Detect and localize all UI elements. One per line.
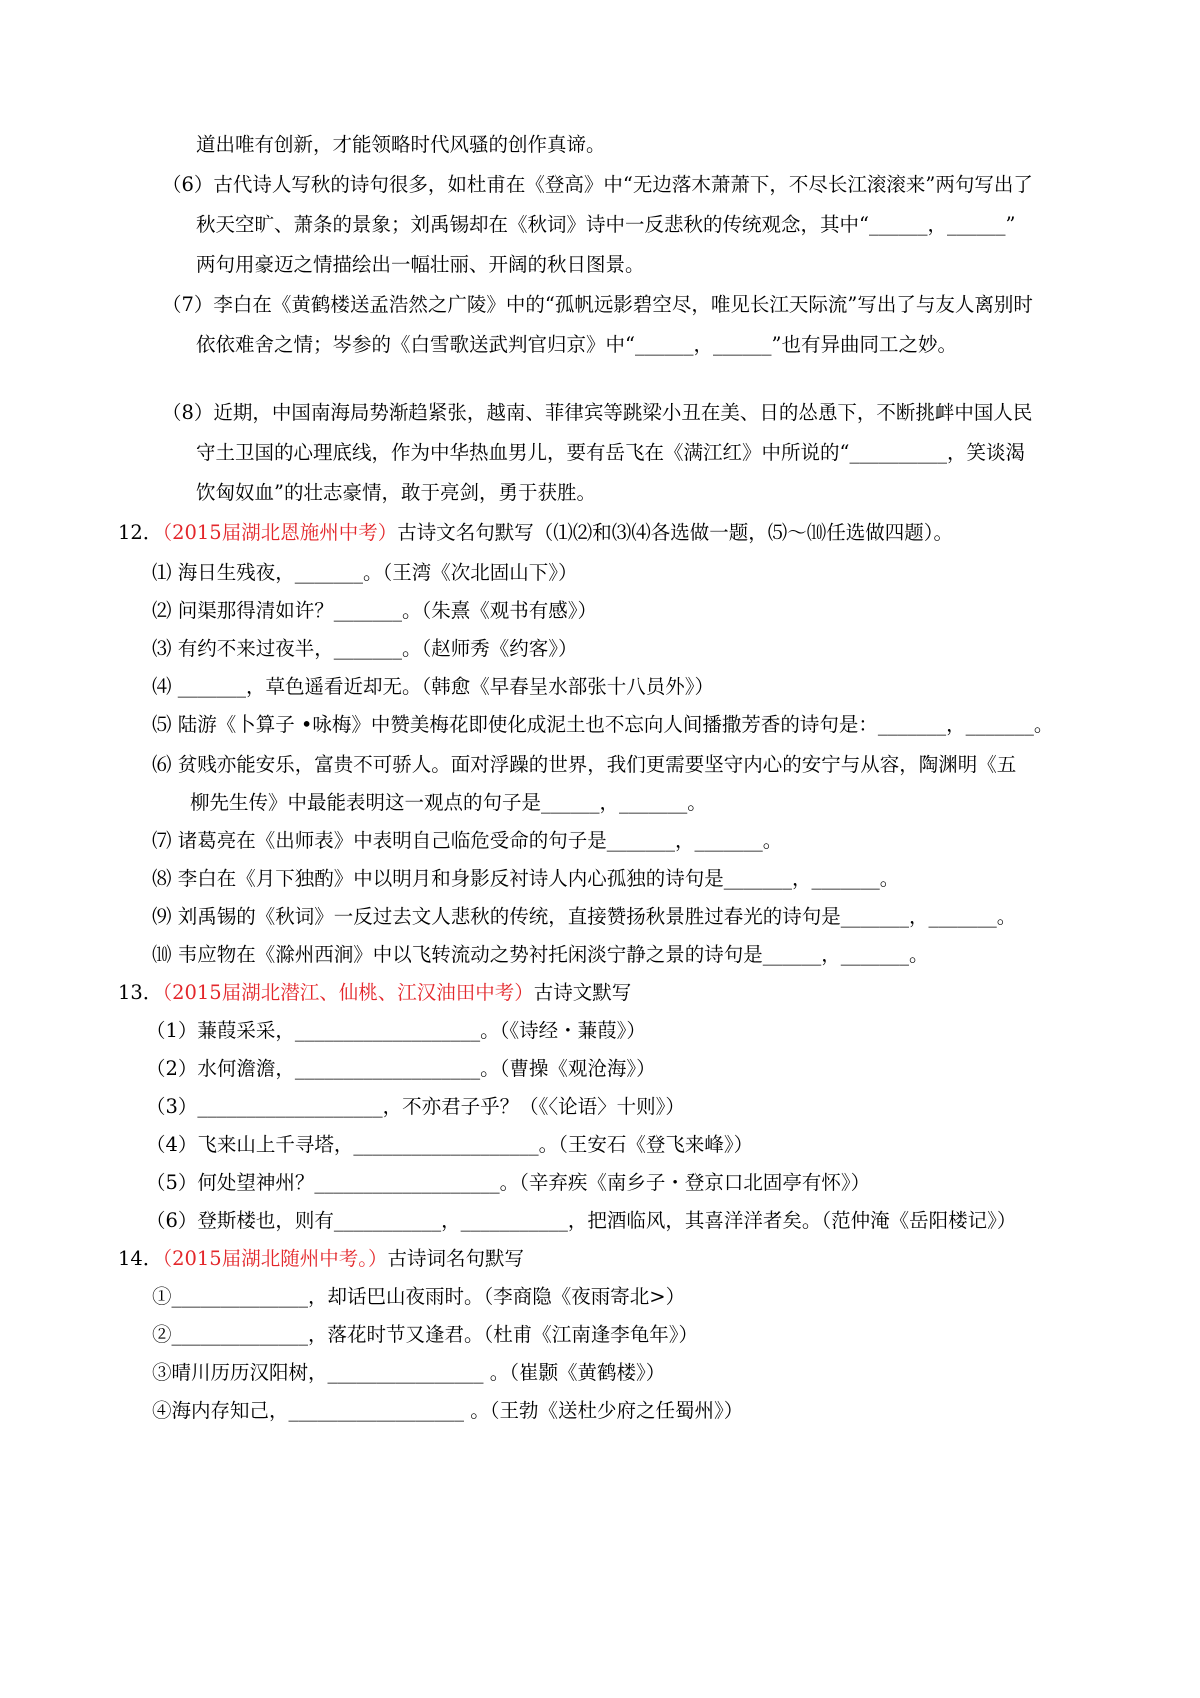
- section-12-item-6-cont: 柳先生传》中最能表明这一观点的句子是______，_______。: [190, 791, 707, 814]
- section-12-heading: [118, 520, 953, 546]
- section-12-item-4: ⑷ _______，草色遥看近却无。（韩愈《早春呈水部张十八员外》）: [152, 675, 714, 698]
- section-14-item-3: ③晴川历历汉阳树，________________ 。（崔颢《黄鹤楼》）: [152, 1361, 666, 1384]
- section-12-item-9: ⑼ 刘禹锡的《秋词》一反过去文人悲秋的传统，直接赞扬秋景胜过春光的诗句是_______，_______。: [152, 905, 1017, 928]
- question-6-line-1: （6）古代诗人写秋的诗句很多，如杜甫在《登高》中“无边落木萧萧下，不尽长江滚滚来”两句写出了: [162, 173, 1033, 196]
- section-12-item-7: ⑺ 诸葛亮在《出师表》中表明自己临危受命的句子是_______，_______。: [152, 829, 783, 852]
- section-13-item-2: （2）水何澹澹，___________________。（曹操《观沧海》）: [146, 1057, 656, 1080]
- question-8-line-2: 守土卫国的心理底线，作为中华热血男儿，要有岳飞在《满江红》中所说的“__________，笑谈渴: [196, 441, 1025, 464]
- question-6-line-3: 两句用豪迈之情描绘出一幅壮丽、开阔的秋日图景。: [196, 253, 645, 276]
- intro-line: 道出唯有创新，才能领略时代风骚的创作真谛。: [196, 133, 606, 156]
- section-14-heading: [118, 1246, 524, 1272]
- section-14-item-2: ②______________，落花时节又逢君。（杜甫《江南逢李龟年》）: [152, 1323, 699, 1346]
- section-14-source: （2015届湖北随州中考。）: [162, 1247, 388, 1270]
- section-14-title: 古诗词名句默写: [387, 1247, 524, 1270]
- question-8-line-1: （8）近期，中国南海局势渐趋紧张，越南、菲律宾等跳梁小丑在美、日的怂恿下，不断挑衅中国人民: [162, 401, 1033, 424]
- question-7-line-1: （7）李白在《黄鹤楼送孟浩然之广陵》中的“孤帆远影碧空尽，唯见长江天际流”写出了与友人离别时: [162, 293, 1033, 316]
- question-8-line-3: 饮匈奴血”的壮志豪情，敢于亮剑，勇于获胜。: [196, 481, 596, 504]
- section-12-item-8: ⑻ 李白在《月下独酌》中以明月和身影反衬诗人内心孤独的诗句是_______，_______。: [152, 867, 900, 890]
- section-13-number: 13．: [118, 981, 163, 1004]
- section-14-number: 14．: [118, 1247, 163, 1270]
- section-14-item-1: ①______________，却话巴山夜雨时。（李商隐《夜雨寄北>）: [152, 1285, 686, 1308]
- section-12-item-10: ⑽ 韦应物在《滁州西涧》中以飞转流动之势衬托闲淡宁静之景的诗句是______，_______。: [152, 943, 929, 966]
- section-13-title: 古诗文默写: [533, 981, 632, 1004]
- section-12-source: （2015届湖北恩施州中考）: [162, 521, 398, 544]
- section-13-item-3: （3）___________________，不亦君子乎？（《〈论语〉十则》）: [146, 1095, 685, 1118]
- section-12-item-2: ⑵ 问渠那得清如许？_______。（朱熹《观书有感》）: [152, 599, 597, 622]
- section-12-title: 古诗文名句默写（⑴⑵和⑶⑷各选做一题，⑸～⑽任选做四题）。: [397, 521, 953, 544]
- question-7-line-2: 依依难舍之情；岑参的《白雪歌送武判官归京》中“______，______”也有异曲同工之妙。: [196, 333, 957, 356]
- question-6-line-2: 秋天空旷、萧条的景象；刘禹锡却在《秋词》诗中一反悲秋的传统观念，其中“______，______”: [196, 213, 1016, 236]
- section-13-item-1: （1）蒹葭采采，___________________。（《诗经・蒹葭》）: [146, 1019, 646, 1042]
- section-12-item-3: ⑶ 有约不来过夜半，_______。（赵师秀《约客》）: [152, 637, 578, 660]
- section-13-item-4: （4）飞来山上千寻塔，___________________。（王安石《登飞来峰》）: [146, 1133, 754, 1156]
- section-12-number: 12．: [118, 521, 163, 544]
- section-14-item-4: ④海内存知己，__________________ 。（王勃《送杜少府之任蜀州》）: [152, 1399, 744, 1422]
- section-12-item-6: ⑹ 贫贱亦能安乐，富贵不可骄人。面对浮躁的世界，我们更需要坚守内心的安宁与从容，陶渊明《五: [152, 753, 1017, 776]
- section-12-item-5: ⑸ 陆游《卜算子 •咏梅》中赞美梅花即使化成泥土也不忘向人间播撒芳香的诗句是：_______，_______。: [152, 713, 1054, 736]
- section-13-source: （2015届湖北潜江、仙桃、江汉油田中考）: [162, 981, 534, 1004]
- section-13-heading: [118, 980, 631, 1006]
- section-13-item-6: （6）登斯楼也，则有___________，___________，把酒临风，其喜洋洋者矣。（范仲淹《岳阳楼记》）: [146, 1209, 1017, 1232]
- section-13-item-5: （5）何处望神州？___________________。（辛弃疾《南乡子・登京口北固亭有怀》）: [146, 1171, 871, 1194]
- section-12-item-1: ⑴ 海日生残夜，_______。（王湾《次北固山下》）: [152, 561, 578, 584]
